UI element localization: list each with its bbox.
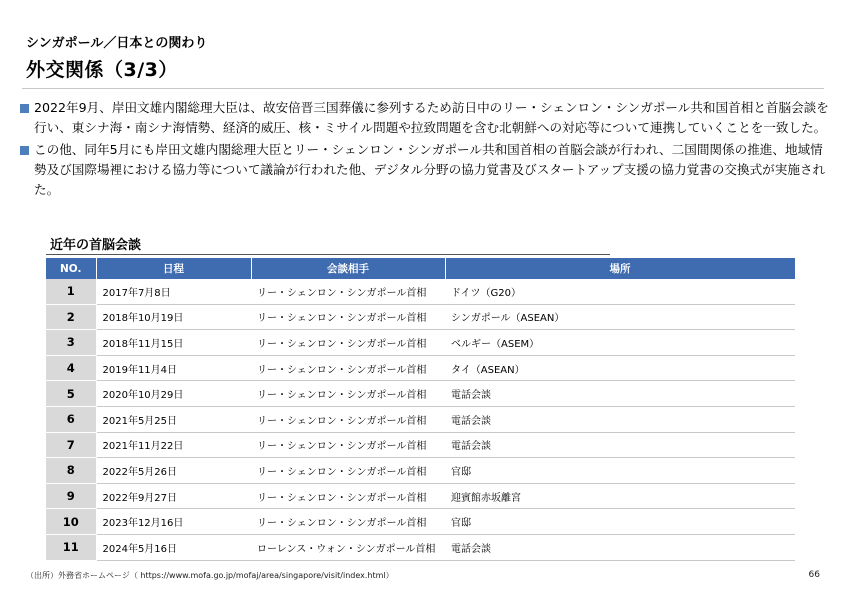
table-row: [46, 534, 795, 560]
meeting-place: 電話会談: [445, 406, 795, 432]
row-number: 5: [46, 381, 96, 407]
meeting-place: ベルギー（ASEM）: [445, 330, 795, 356]
meeting-date: 2021年11月22日: [96, 432, 251, 458]
page-number: 66: [808, 570, 820, 580]
meeting-counterpart: リー・シェンロン・シンガポール首相: [251, 279, 445, 304]
source-note: （出所）外務省ホームページ（ https://www.mofa.go.jp/mofaj/area/singapore/visit/index.html）: [26, 571, 394, 580]
table-row: [46, 406, 795, 432]
meeting-date: 2023年12月16日: [96, 509, 251, 535]
meeting-counterpart: リー・シェンロン・シンガポール首相: [251, 483, 445, 509]
row-number: 8: [46, 458, 96, 484]
meeting-date: 2019年11月4日: [96, 355, 251, 381]
table-row: [46, 304, 795, 330]
meeting-date: 2022年9月27日: [96, 483, 251, 509]
square-bullet-icon: [20, 146, 29, 155]
meeting-date: 2020年10月29日: [96, 381, 251, 407]
meeting-place: 電話会談: [445, 534, 795, 560]
meeting-place: タイ（ASEAN）: [445, 355, 795, 381]
meeting-counterpart: リー・シェンロン・シンガポール首相: [251, 406, 445, 432]
meeting-place: 迎賓館赤坂離宮: [445, 483, 795, 509]
table-row: [46, 381, 795, 407]
title-divider: [22, 88, 824, 89]
column-header-no: NO.: [46, 258, 96, 279]
bullet-item: [20, 140, 830, 200]
table-heading: 近年の首脳会談: [50, 238, 142, 253]
meeting-place: 電話会談: [445, 432, 795, 458]
meeting-place: 官邸: [445, 458, 795, 484]
meeting-date: 2018年11月15日: [96, 330, 251, 356]
meeting-place: ドイツ（G20）: [445, 279, 795, 304]
section-label: シンガポール／日本との関わり: [26, 36, 208, 51]
meeting-counterpart: リー・シェンロン・シンガポール首相: [251, 381, 445, 407]
meeting-date: 2024年5月16日: [96, 534, 251, 560]
meeting-place: 電話会談: [445, 381, 795, 407]
meeting-counterpart: リー・シェンロン・シンガポール首相: [251, 509, 445, 535]
table-heading-divider: [46, 254, 610, 255]
column-header-counterpart: 会談相手: [251, 258, 445, 279]
bullet-list: [20, 98, 830, 202]
row-number: 11: [46, 534, 96, 560]
column-header-date: 日程: [96, 258, 251, 279]
bullet-item: [20, 98, 830, 138]
row-number: 7: [46, 432, 96, 458]
square-bullet-icon: [20, 104, 29, 113]
row-number: 2: [46, 304, 96, 330]
meeting-counterpart: ローレンス・ウォン・シンガポール首相: [251, 534, 445, 560]
bullet-text: 2022年9月、岸田文雄内閣総理大臣は、故安倍晋三国葬儀に参列するため訪日中のリー・シェンロン・シンガポール共和国首相と首脳会談を行い、東シナ海・南シナ海情勢、経済的威圧、核・ミサイル問題や拉致問題を含む北朝鮮への対応等について連携していくことを一致した。: [34, 100, 829, 135]
meeting-counterpart: リー・シェンロン・シンガポール首相: [251, 458, 445, 484]
row-number: 3: [46, 330, 96, 356]
page-title: 外交関係（3/3）: [26, 59, 178, 81]
table-header-row: [46, 258, 795, 279]
table-row: [46, 355, 795, 381]
summit-meetings-table: [46, 258, 796, 561]
meeting-date: 2022年5月26日: [96, 458, 251, 484]
table-row: [46, 458, 795, 484]
row-number: 4: [46, 355, 96, 381]
meeting-counterpart: リー・シェンロン・シンガポール首相: [251, 432, 445, 458]
table-row: [46, 330, 795, 356]
meeting-date: 2021年5月25日: [96, 406, 251, 432]
table-row: [46, 432, 795, 458]
meeting-place: シンガポール（ASEAN）: [445, 304, 795, 330]
meeting-date: 2018年10月19日: [96, 304, 251, 330]
bullet-text: この他、同年5月にも岸田文雄内閣総理大臣とリー・シェンロン・シンガポール共和国首相の首脳会談が行われ、二国間関係の推進、地域情勢及び国際場裡における協力等について議論が行われた他、デジタル分野の協力覚書及びスタートアップ支援の協力覚書の交換式が実施された。: [34, 142, 826, 197]
column-header-place: 場所: [445, 258, 795, 279]
table-row: [46, 279, 795, 304]
row-number: 1: [46, 279, 96, 304]
row-number: 10: [46, 509, 96, 535]
meeting-place: 官邸: [445, 509, 795, 535]
row-number: 9: [46, 483, 96, 509]
meeting-counterpart: リー・シェンロン・シンガポール首相: [251, 330, 445, 356]
table-row: [46, 509, 795, 535]
table-row: [46, 483, 795, 509]
meeting-counterpart: リー・シェンロン・シンガポール首相: [251, 304, 445, 330]
meeting-date: 2017年7月8日: [96, 279, 251, 304]
row-number: 6: [46, 406, 96, 432]
meeting-counterpart: リー・シェンロン・シンガポール首相: [251, 355, 445, 381]
